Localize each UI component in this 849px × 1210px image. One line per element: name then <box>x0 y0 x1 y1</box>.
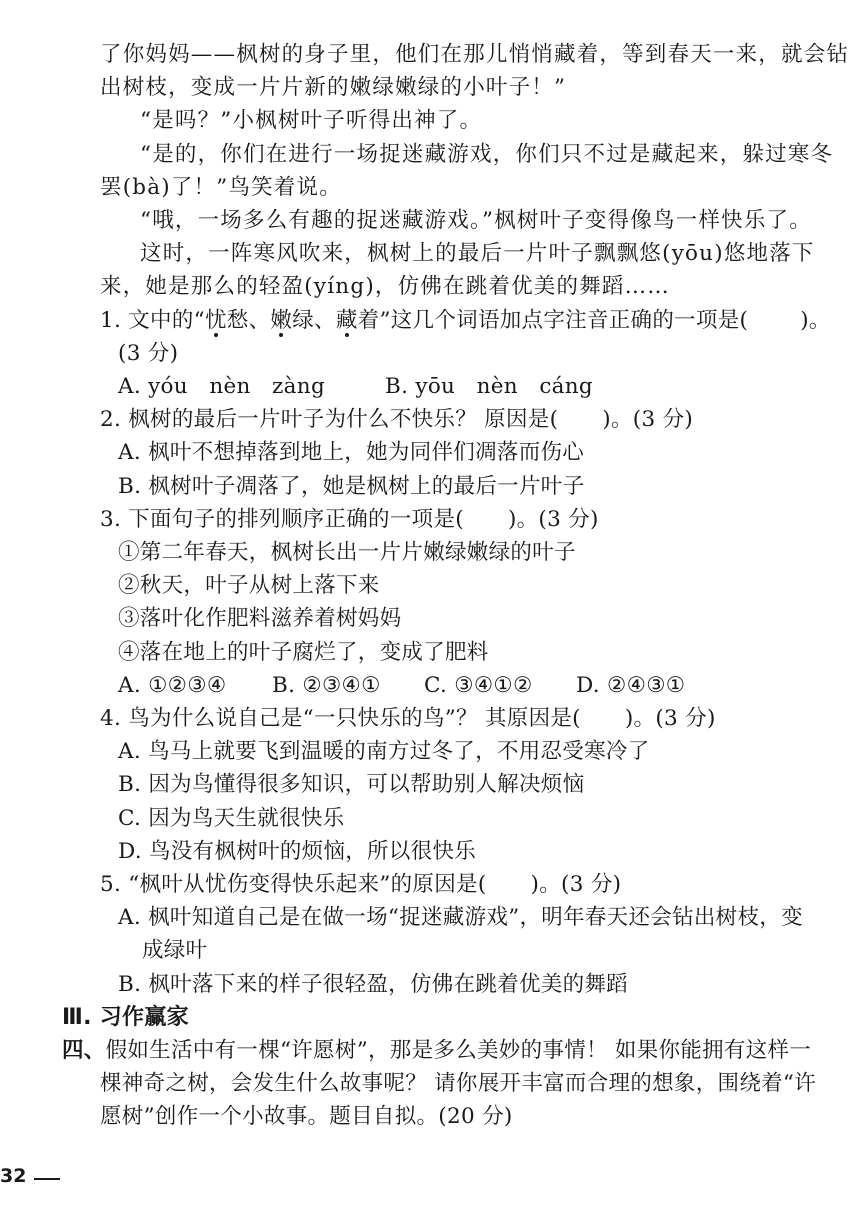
question-5-option-b: B. 枫叶落下来的样子很轻盈，仿佛在跳着优美的舞蹈 <box>118 971 628 997</box>
question-3-sentence: ④落在地上的叶子腐烂了，变成了肥料 <box>118 639 489 665</box>
story-line: 来，她是那么的轻盈(yíng)，仿佛在跳着优美的舞蹈…… <box>100 274 671 300</box>
page-number-rule <box>34 1178 60 1180</box>
question-2-option-b: B. 枫树叶子凋落了，她是枫树上的最后一片叶子 <box>118 473 585 499</box>
question-3-option-b: B. ②③④① <box>272 672 381 698</box>
dotted-char: 忧 <box>204 307 227 333</box>
question-3-stem: 3. 下面句子的排列顺序正确的一项是( )。(3 分) <box>100 506 599 532</box>
writing-prompt-line: 愿树”创作一个小故事。题目自拟。(20 分) <box>100 1104 513 1130</box>
question-3-sentence: ③落叶化作肥料滋养着树妈妈 <box>118 606 402 632</box>
question-1-stem: 1. 文中的“忧愁、嫩绿、藏着”这几个词语加点字注音正确的一项是( )。 <box>100 307 831 333</box>
story-line: 出树枝，变成一片片新的嫩绿嫩绿的小叶子！” <box>100 75 567 101</box>
question-4-option-a: A. 鸟马上就要飞到温暖的南方过冬了，不用忍受寒冷了 <box>118 739 650 765</box>
dotted-char: 藏 <box>335 307 358 333</box>
question-4-option-b: B. 因为鸟懂得很多知识，可以帮助别人解决烦恼 <box>118 772 585 798</box>
dotted-char: 嫩 <box>270 307 293 333</box>
story-line: 了你妈妈——枫树的身子里，他们在那儿悄悄藏着，等到春天一来，就会钻 <box>100 42 849 67</box>
section-heading: Ⅲ. 习作赢家 <box>62 1004 189 1030</box>
page-number: 32 <box>0 1165 27 1187</box>
question-2-stem: 2. 枫树的最后一片叶子为什么不快乐？ 原因是( )。(3 分) <box>100 407 694 433</box>
story-line: 这时，一阵寒风吹来，枫树上的最后一片叶子飘飘悠(yōu)悠地落下 <box>140 241 815 267</box>
question-5-option-a-cont: 成绿叶 <box>142 938 208 964</box>
writing-prompt-line: 四、假如生活中有一棵“许愿树”，那是多么美妙的事情！ 如果你能拥有这样一 <box>62 1038 812 1063</box>
story-line: “哦，一场多么有趣的捉迷藏游戏。”枫树叶子变得像鸟一样快乐了。 <box>140 208 812 233</box>
question-4-option-d: D. 鸟没有枫树叶的烦恼，所以很快乐 <box>118 838 477 864</box>
question-1-score: (3 分) <box>118 340 179 366</box>
question-1-option-a: A. yóu nèn zàng <box>118 374 326 399</box>
writing-prompt-line: 棵神奇之树，会发生什么故事呢？ 请你展开丰富而合理的想象，围绕着“许 <box>100 1071 817 1097</box>
question-3-option-c: C. ③④①② <box>424 672 533 698</box>
question-3-option-a: A. ①②③④ <box>118 672 227 698</box>
question-3-option-d: D. ②④③① <box>576 672 686 698</box>
question-5-stem: 5. “枫叶从忧伤变得快乐起来”的原因是( )。(3 分) <box>100 872 622 897</box>
story-line: 罢(bà)了！”鸟笑着说。 <box>100 174 342 200</box>
writing-prompt-label: 四、 <box>62 1038 106 1063</box>
question-3-sentence: ①第二年春天，枫树长出一片片嫩绿嫩绿的叶子 <box>118 540 576 565</box>
story-line: “是的，你们在进行一场捉迷藏游戏，你们只不过是藏起来，躲过寒冬 <box>140 141 834 167</box>
question-5-option-a: A. 枫叶知道自己是在做一场“捉迷藏游戏”，明年春天还会钻出树枝，变 <box>118 905 803 931</box>
question-4-stem: 4. 鸟为什么说自己是“一只快乐的鸟”？ 其原因是( )。(3 分) <box>100 706 716 731</box>
question-1-option-b: B. yōu nèn cáng <box>385 374 593 399</box>
story-line: “是吗？”小枫树叶子听得出神了。 <box>140 108 483 134</box>
question-4-option-c: C. 因为鸟天生就很快乐 <box>118 805 345 831</box>
question-2-option-a: A. 枫叶不想掉落到地上，她为同伴们凋落而伤心 <box>118 440 585 466</box>
question-3-sentence: ②秋天，叶子从树上落下来 <box>118 573 380 599</box>
